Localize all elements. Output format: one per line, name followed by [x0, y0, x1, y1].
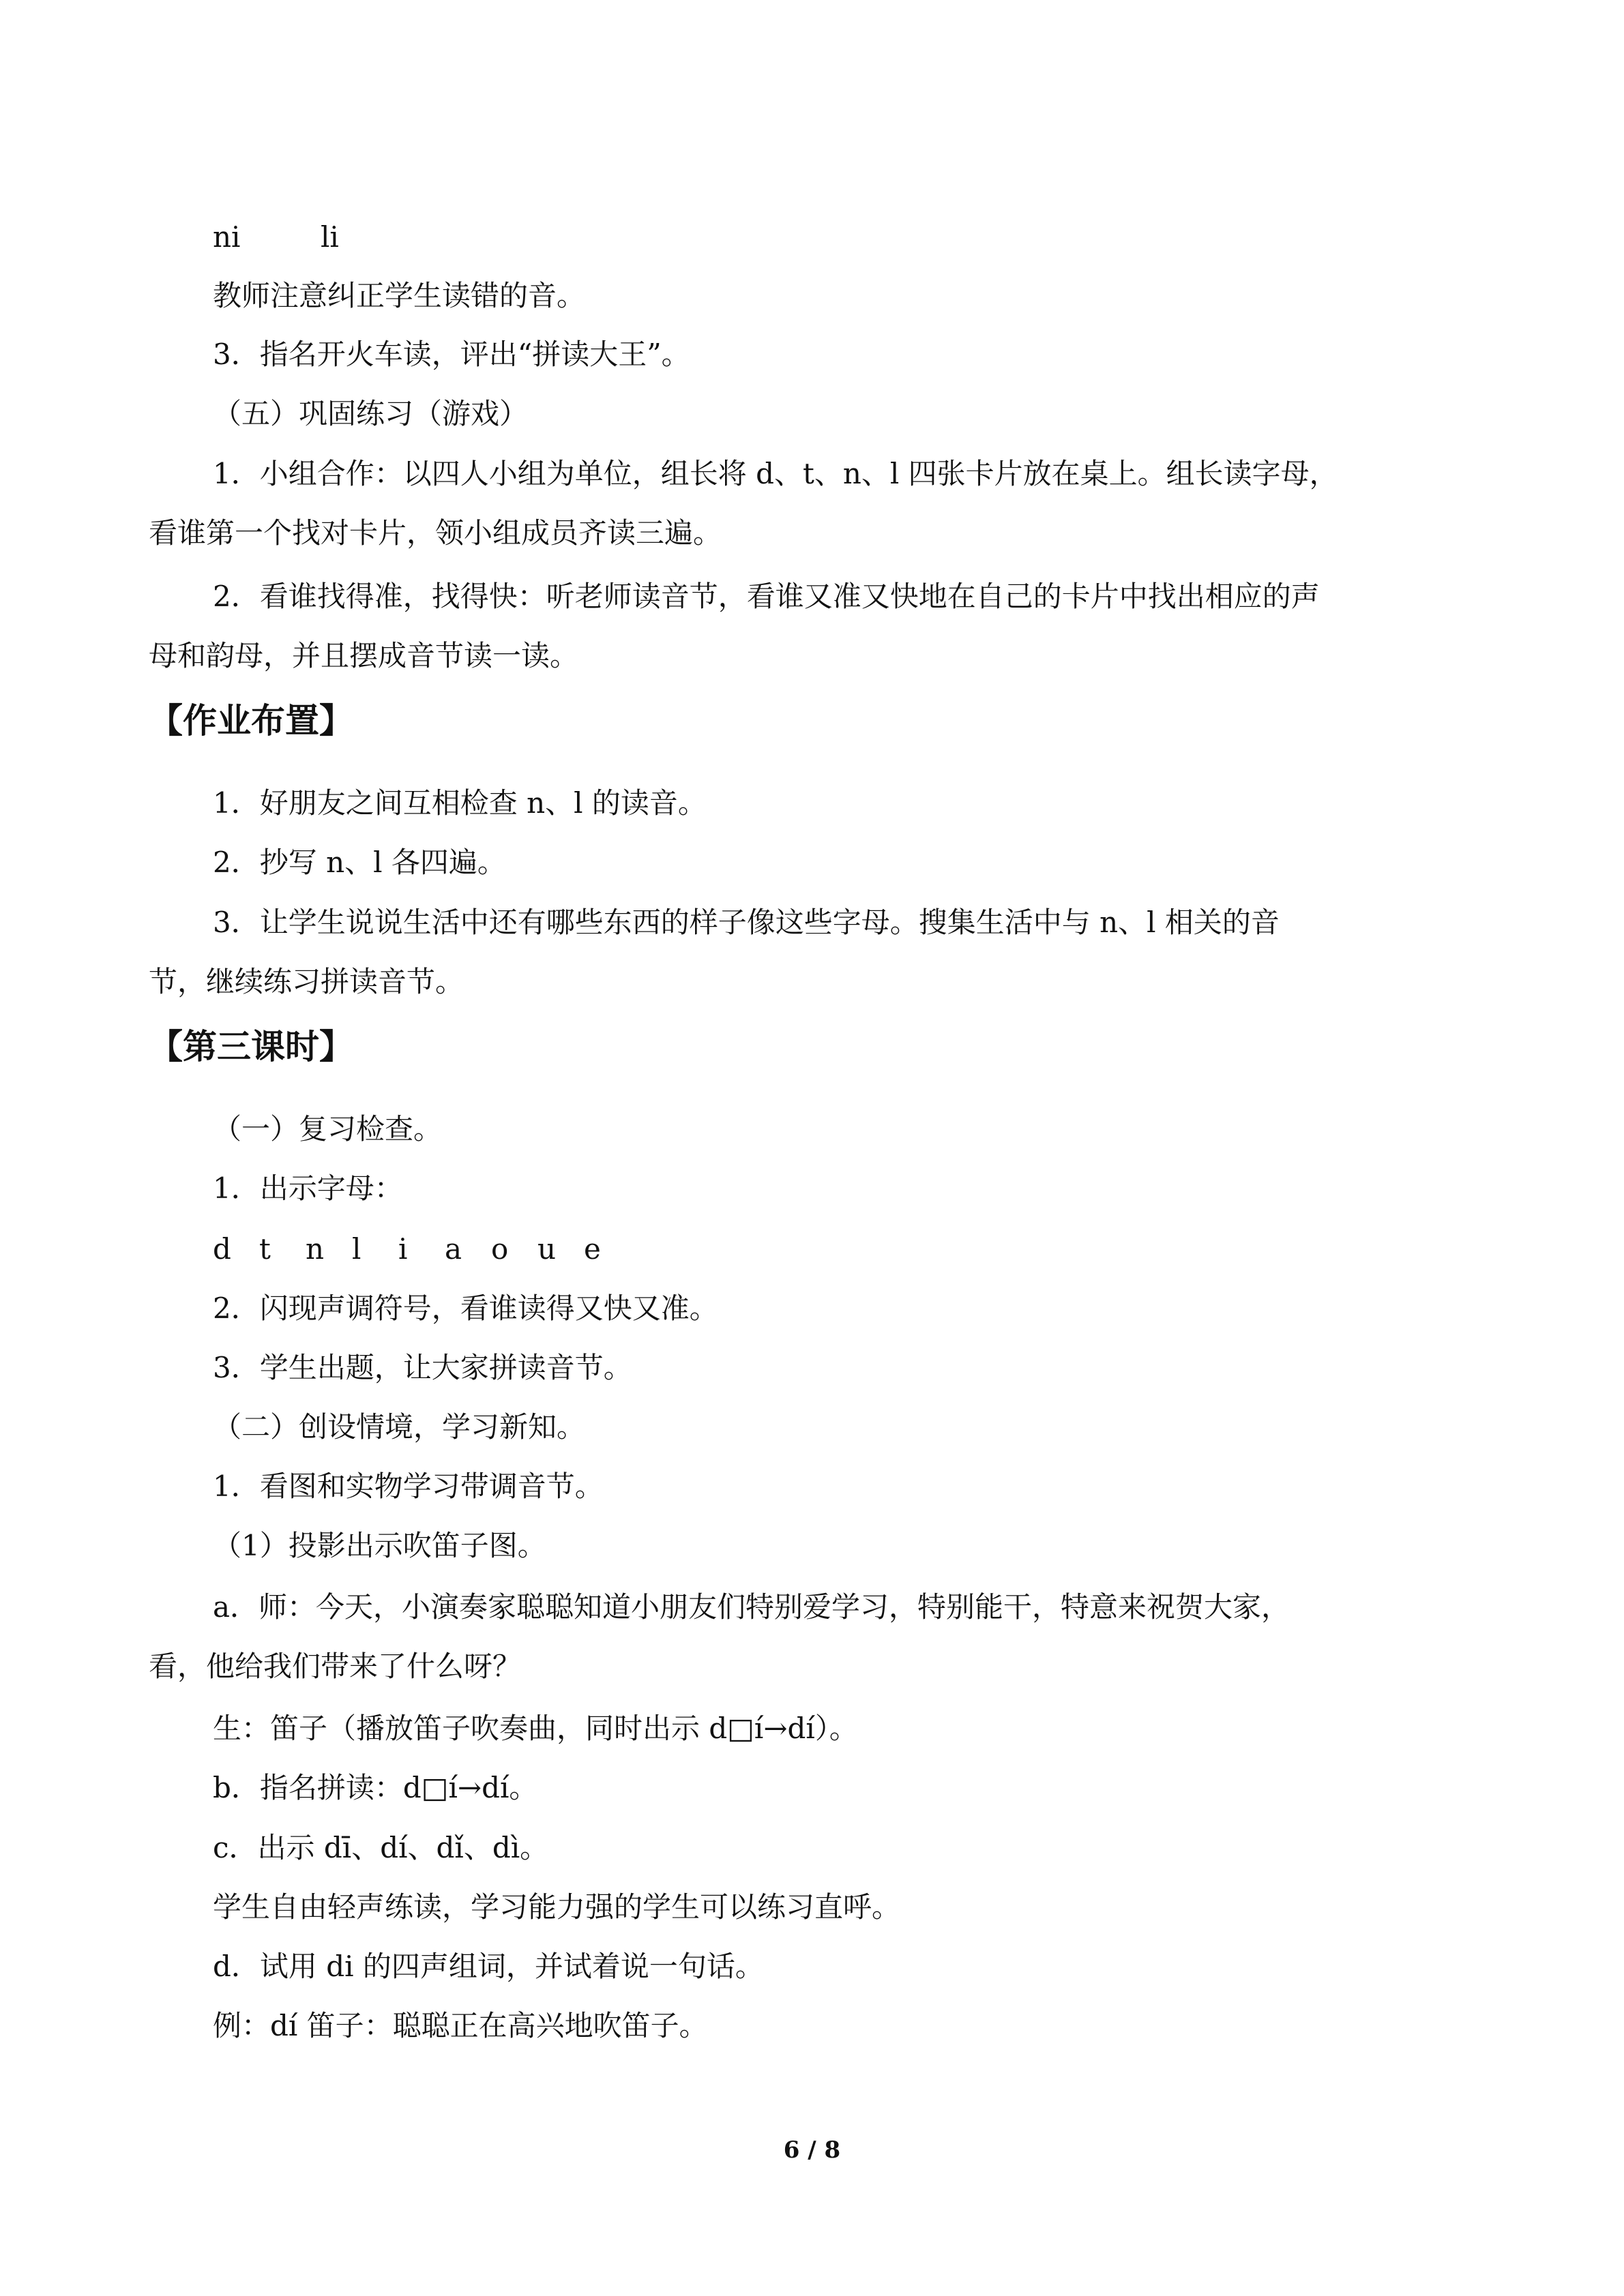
paragraph-line: 1．小组合作：以四人小组为单位，组长将 d、t、n、l 四张卡片放在桌上。组长读字母，	[213, 457, 1338, 490]
letter: i	[398, 1232, 408, 1266]
pinyin-syllables-row	[213, 217, 428, 258]
paragraph-line: 看，他给我们带来了什么呀？	[149, 1650, 522, 1683]
paragraph-line: 2．看谁找得准，找得快：听老师读音节，看谁又准又快地在自己的卡片中找出相应的声	[213, 580, 1320, 613]
paragraph-line: c．出示 dī、dí、dǐ、dì。	[213, 1831, 549, 1864]
paragraph-line: 母和韵母，并且摆成音节读一读。	[149, 639, 579, 672]
paragraph-line: 学生自由轻声练读，学习能力强的学生可以练习直呼。	[213, 1890, 901, 1924]
page-number: 6 / 8	[783, 2136, 841, 2164]
paragraph-line: 1．出示字母：	[213, 1172, 403, 1205]
homework-item: 3．让学生说说生活中还有哪些东西的样子像这些字母。搜集生活中与 n、l 相关的音	[213, 906, 1280, 939]
paragraph-line: 2．闪现声调符号，看谁读得又快又准。	[213, 1292, 718, 1325]
paragraph-line: 看谁第一个找对卡片，领小组成员齐读三遍。	[149, 516, 722, 550]
letter: a	[445, 1232, 462, 1266]
homework-item: 2．抄写 n、l 各四遍。	[213, 846, 506, 879]
pinyin-syllable: li	[321, 220, 339, 254]
paragraph-line: 3．学生出题，让大家拼读音节。	[213, 1351, 632, 1384]
paragraph-line: 生：笛子（播放笛子吹奏曲，同时出示 d□í→dí）。	[213, 1712, 858, 1745]
letter: o	[491, 1232, 509, 1266]
section-subtitle: （一）复习检查。	[213, 1112, 443, 1146]
paragraph-line: 1．看图和实物学习带调音节。	[213, 1470, 604, 1503]
paragraph-line: a．师：今天，小演奏家聪聪知道小朋友们特别爱学习，特别能干，特意来祝贺大家，	[213, 1590, 1290, 1624]
homework-item: 1．好朋友之间互相检查 n、l 的读音。	[213, 786, 707, 820]
letter: n	[306, 1232, 325, 1266]
paragraph-line: 教师注意纠正学生读错的音。	[213, 279, 586, 312]
letter: d	[213, 1232, 231, 1266]
section-subtitle: （二）创设情境，学习新知。	[213, 1410, 586, 1444]
pinyin-syllable: ni	[213, 220, 241, 254]
letter: l	[352, 1232, 361, 1266]
letter: t	[259, 1232, 271, 1266]
paragraph-line: d．试用 di 的四声组词，并试着说一句话。	[213, 1950, 764, 1983]
paragraph-line: （1）投影出示吹笛子图。	[213, 1529, 546, 1562]
paragraph-line: 例：dí 笛子：聪聪正在高兴地吹笛子。	[213, 2009, 708, 2042]
letter: u	[537, 1232, 557, 1266]
letters-row	[213, 1229, 630, 1270]
section-heading-lesson3: 【第三课时】	[149, 1027, 353, 1067]
paragraph-line: b．指名拼读：d□í→dí。	[213, 1771, 538, 1804]
homework-item: 节，继续练习拼读音节。	[149, 965, 464, 998]
letter: e	[584, 1232, 601, 1266]
section-subtitle: （五）巩固练习（游戏）	[213, 397, 529, 430]
section-heading-homework: 【作业布置】	[149, 701, 353, 741]
paragraph-line: 3．指名开火车读，评出“拼读大王”。	[213, 338, 690, 371]
